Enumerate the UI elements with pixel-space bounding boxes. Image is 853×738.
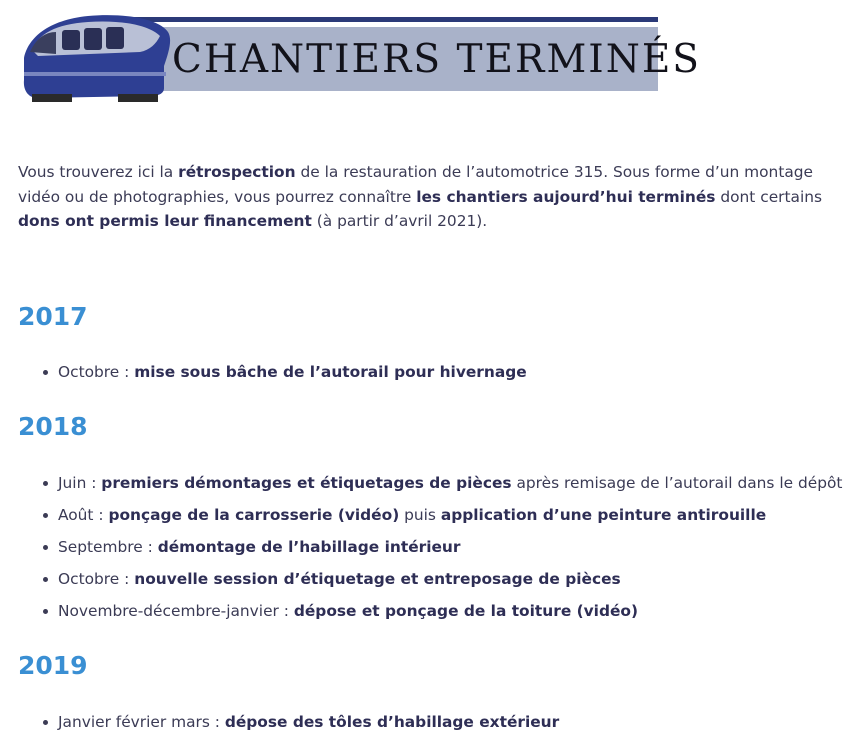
list-item bbox=[18, 563, 833, 595]
list-item bbox=[18, 531, 833, 563]
list-item bbox=[18, 499, 833, 531]
item-task: démontage de l’habillage intérieur bbox=[157, 538, 461, 556]
intro-paragraph bbox=[18, 160, 833, 234]
intro-highlight: dons ont permis leur financement bbox=[18, 212, 312, 230]
item-period: Novembre-décembre-janvier : bbox=[58, 602, 294, 620]
page-banner bbox=[18, 10, 702, 104]
item-task: dépose et ponçage de la toiture (vidéo) bbox=[293, 602, 639, 620]
item-note: après remisage de l’autorail dans le dépôt bbox=[511, 474, 843, 492]
item-task: dépose des tôles d’habillage extérieur bbox=[224, 713, 560, 731]
year-list-2017 bbox=[18, 356, 833, 388]
list-item bbox=[18, 706, 833, 738]
item-period: Septembre : bbox=[58, 538, 158, 556]
list-item bbox=[18, 356, 833, 388]
item-period: Octobre : bbox=[58, 363, 135, 381]
year-heading-2019: 2019 bbox=[18, 651, 88, 680]
list-item bbox=[18, 595, 833, 627]
item-period: Octobre : bbox=[58, 570, 135, 588]
page-title: CHANTIERS TERMINÉS bbox=[172, 37, 702, 82]
year-list-2018 bbox=[18, 467, 843, 627]
intro-text: de la restauration de l’automotrice 315. Sous forme d’un montage vidéo ou de photographies, vous pourrez connaître bbox=[18, 163, 814, 206]
railcar-illustration bbox=[18, 10, 188, 104]
banner-stripe bbox=[130, 17, 658, 22]
intro-text: (à partir d’avril 2021). bbox=[311, 212, 488, 230]
item-period: Janvier février mars : bbox=[58, 713, 225, 731]
item-period: Août : bbox=[58, 506, 109, 524]
intro-highlight: les chantiers aujourd’hui terminés bbox=[416, 187, 716, 206]
year-heading-2018: 2018 bbox=[18, 412, 88, 441]
item-task: premiers démontages et étiquetages de pièces bbox=[101, 474, 512, 492]
item-period: Juin : bbox=[58, 474, 102, 492]
intro-highlight: rétrospection bbox=[178, 163, 296, 181]
list-item bbox=[18, 467, 843, 499]
item-task: application d’une peinture antirouille bbox=[440, 506, 767, 524]
item-task: ponçage de la carrosserie (vidéo) bbox=[108, 506, 400, 524]
item-task: nouvelle session d’étiquetage et entreposage de pièces bbox=[134, 570, 621, 588]
item-note: puis bbox=[399, 506, 441, 524]
year-heading-2017: 2017 bbox=[18, 302, 88, 331]
intro-text: dont certains bbox=[715, 187, 823, 206]
year-list-2019 bbox=[18, 706, 833, 738]
item-task: mise sous bâche de l’autorail pour hivernage bbox=[134, 363, 527, 381]
intro-text: Vous trouverez ici la bbox=[18, 163, 179, 181]
